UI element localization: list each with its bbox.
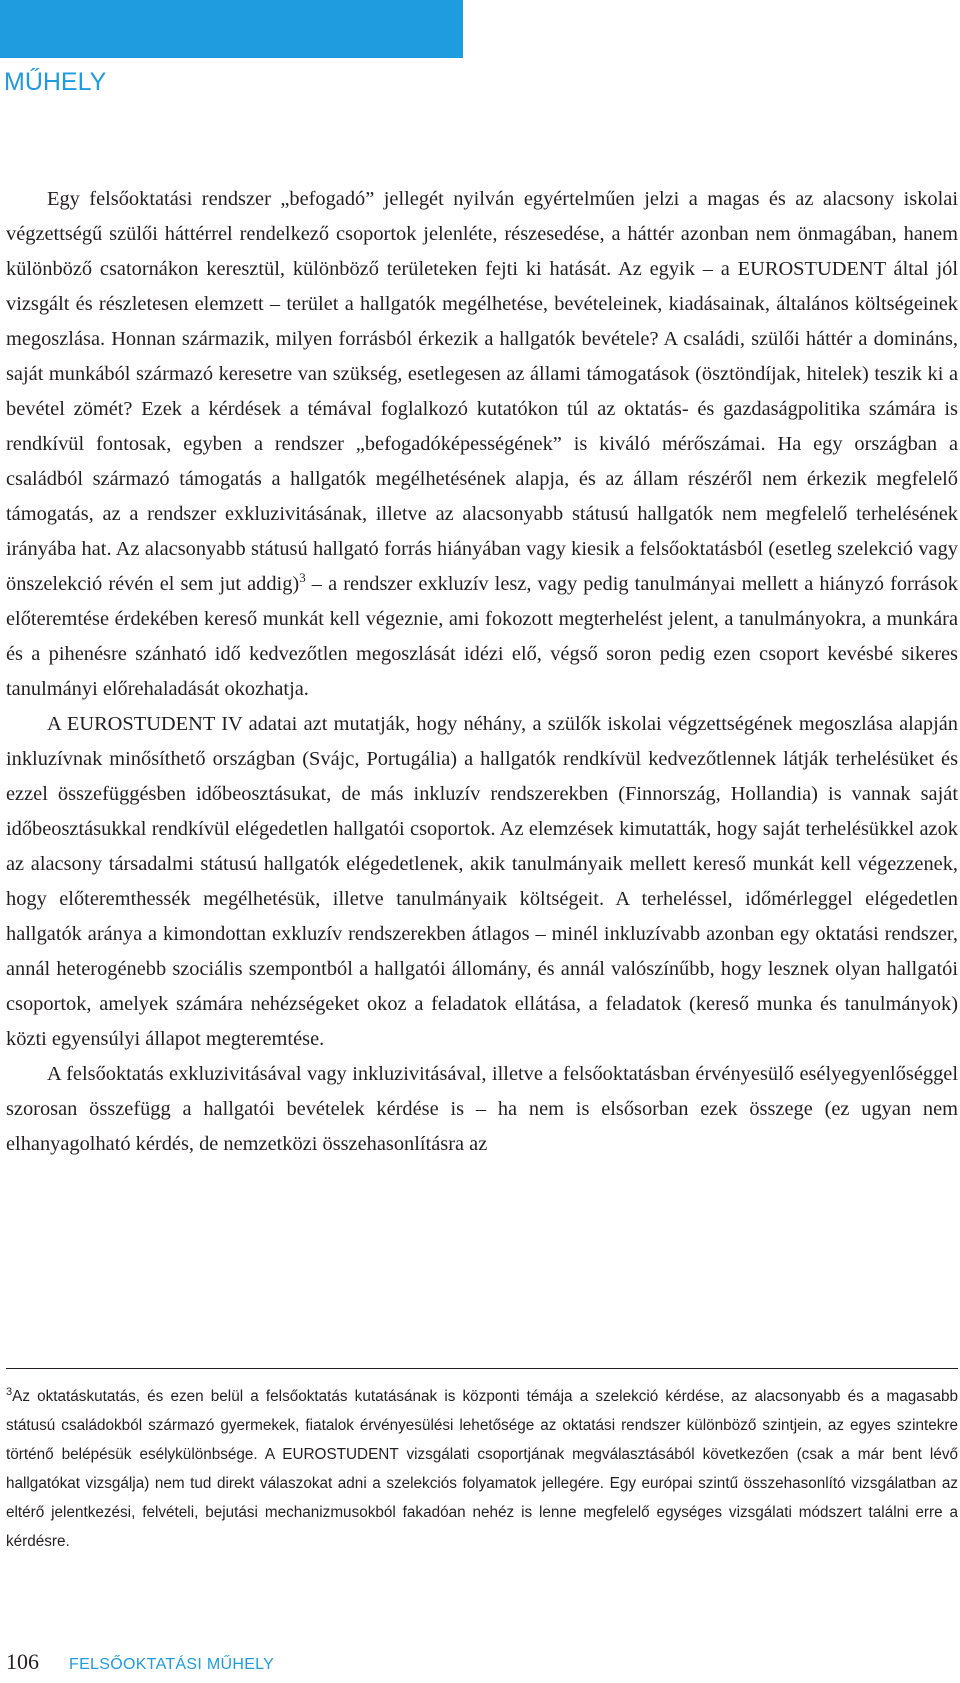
paragraph-1-text: Egy felsőoktatási rendszer „befogadó” jellegét nyilván egyértelműen jelzi a magas és az alacsony iskolai végzettségű szülői háttérrel rendelkező csoportok jelenléte, részesedése, a háttér azonban nem önmagában, hanem különböző csatornákon keresztül, különböző területeken fejti ki hatását. Az egyik – a EUROSTUDENT által jól vizsgált és részletesen elemzett – terület a hallgatók megélhetése, bevételeinek, kiadásainak, általános költségeinek megoszlása. Honnan származik, milyen forrásból érkezik a hallgatók bevétele? A családi, szülői háttér a domináns, saját munkából származó keresetre van szükség, esetlegesen az állami támogatások (ösztöndíjak, hitelek) teszik ki a bevétel zömét? Ezek a kérdések a témával foglalkozó kutatókon túl az oktatás- és gazdaságpolitika számára is rendkívül fontosak, egyben a rendszer „befogadóképességének” is kiváló mérőszámai. Ha egy országban a családból származó támogatás a hallgatók megélhetésének alapja, és az állam részéről nem érkezik megfelelő támogatás, az a rendszer exkluzivitásának, illetve az alacsonyabb státusú hallgatók nem megfelelő terhelésének irányába hat. Az alacsonyabb státusú hallgató forrás hiányában vagy kiesik a felsőoktatásból (esetleg szelekció vagy önszelekció révén el sem jut addig) <box>6 188 958 595</box>
header-accent-bar <box>0 0 463 58</box>
paragraph-1-continuation: – a rendszer exkluzív lesz, vagy pedig tanulmányai mellett a hiányzó források előteremtése érdekében kereső munkát kell végeznie, ami fokozott megterhelést jelent, a tanulmányokra, a munkára és a pihenésre szánható idő kedvezőtlen megoszlását idézi elő, végső soron pedig ezen csoport kevésbé sikeres tanulmányi előrehaladását okozhatja. <box>6 573 959 700</box>
journal-name: FELSŐOKTATÁSI MŰHELY <box>69 1656 275 1673</box>
footnote-divider <box>6 1368 958 1369</box>
article-body <box>6 182 958 1162</box>
paragraph-2: A EUROSTUDENT IV adatai azt mutatják, hogy néhány, a szülők iskolai végzettségének megoszlása alapján inkluzívnak minősíthető országban (Svájc, Portugália) a hallgatók rendkívül kedvezőtlennek látják terhelésüket és ezzel összefüggésben időbeosztásukat, de más inkluzív rendszerekben (Finnország, Hollandia) is vannak saját időbeosztásukkal rendkívül elégedetlen hallgatói csoportok. Az elemzések kimutatták, hogy saját terhelésükkel azok az alacsony társadalmi státusú hallgatók elégedetlenek, akik tanulmányaik mellett kereső munkát kell végezzenek, hogy előteremthessék megélhetésük, illetve tanulmányaik költségeit. A terheléssel, időmérleggel elégedetlen hallgatók aránya a kimondottan exkluzív rendszerekben átlagos – minél inkluzívabb azonban egy oktatási rendszer, annál heterogénebb szociális szempontból a hallgatói állomány, és annál valószínűbb, hogy lesznek olyan hallgatói csoportok, amelyek számára nehézségeket okoz a feladatok ellátása, a feladatok (kereső munka és tanulmányok) közti egyensúlyi állapot megteremtése. <box>6 713 958 1050</box>
footnote-marker: 3 <box>6 1385 13 1398</box>
paragraph-3: A felsőoktatás exkluzivitásával vagy inkluzivitásával, illetve a felsőoktatásban érvényesülő esélyegyenlőséggel szorosan összefügg a hallgatói bevételek kérdése is – ha nem is elsősorban ezek összege (ez ugyan nem elhanyagolható kérdés, de nemzetközi összehasonlításra az <box>6 1063 958 1155</box>
paragraph-1 <box>6 182 958 707</box>
page-footer <box>6 1649 274 1675</box>
footnote-reference[interactable]: 3 <box>299 570 306 586</box>
page-number: 106 <box>6 1649 39 1674</box>
section-label: MŰHELY <box>4 68 107 96</box>
footnote-text: Az oktatáskutatás, és ezen belül a felsőoktatás kutatásának is központi témája a szelekció kérdése, az alacsonyabb és a magasabb státusú családokból származó gyermekek, fiatalok érvényesülési lehetősége az oktatási rendszer különböző szintjein, az egyes szintekre történő belépésük esélykülönbsége. A EUROSTUDENT vizsgálati csoportjának megválasztásából következően (csak a már bent lévő hallgatókat vizsgálja) nem tud direkt válaszokat adni a szelekciós folyamatok jellegére. Egy európai szintű összehasonlító vizsgálatban az eltérő jelentkezési, felvételi, bejutási mechanizmusokból fakadóan nehéz is lenne megfelelő egységes vizsgálati módszert találni erre a kérdésre. <box>6 1388 958 1550</box>
footnote <box>6 1382 958 1556</box>
